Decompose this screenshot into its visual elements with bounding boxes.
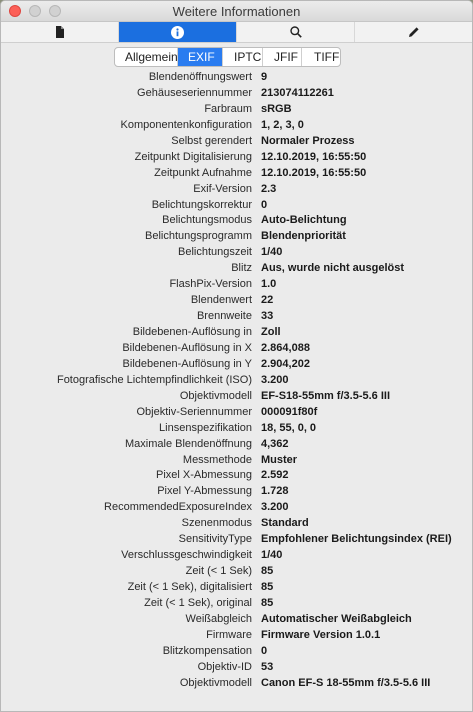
table-row <box>1 627 472 643</box>
exif-key: Blendenöffnungswert <box>148 71 252 83</box>
exif-key: Objektivmodell <box>179 389 252 402</box>
tool-search[interactable] <box>237 22 355 42</box>
exif-value: EF-S18-55mm f/3.5-5.6 III <box>261 389 390 402</box>
table-row <box>1 212 472 228</box>
exif-value: 2.592 <box>261 469 289 482</box>
table-row <box>1 181 472 197</box>
tool-general[interactable] <box>1 22 119 42</box>
exif-value: Muster <box>261 453 298 466</box>
tool-info[interactable] <box>119 22 237 42</box>
exif-value: 4,362 <box>261 437 289 450</box>
exif-key: Maximale Blendenöffnung <box>125 437 252 450</box>
table-row <box>1 308 472 324</box>
exif-key: Firmware <box>206 628 252 641</box>
table-row <box>1 133 472 149</box>
exif-value: 000091f80f <box>261 405 318 418</box>
table-row <box>1 356 472 372</box>
title-bar <box>1 1 472 22</box>
exif-key: Zeit (< 1 Sek), digitalisiert <box>127 581 252 593</box>
exif-value: 1, 2, 3, 0 <box>261 118 304 131</box>
table-row <box>1 563 472 579</box>
table-row <box>1 659 472 675</box>
exif-key: Bildebenen-Auflösung in X <box>122 341 252 354</box>
exif-value: Zoll <box>261 326 281 338</box>
exif-value: 33 <box>261 310 274 323</box>
exif-value: 85 <box>261 596 274 609</box>
exif-key: Szenenmodus <box>181 517 252 530</box>
exif-key: Zeitpunkt Digitalisierung <box>134 150 252 163</box>
exif-key: Pixel Y-Abmessung <box>157 485 252 498</box>
exif-key: Linsenspezifikation <box>159 421 252 434</box>
exif-value: 9 <box>261 71 268 83</box>
exif-key: Verschlussgeschwindigkeit <box>121 549 252 562</box>
exif-value: Aus, wurde nicht ausgelöst <box>261 262 405 275</box>
tab-iptc[interactable]: IPTC <box>223 48 263 66</box>
exif-key: SensitivityType <box>178 533 252 546</box>
exif-key: Belichtungsmodus <box>162 214 252 227</box>
tab-jfif[interactable]: JFIF <box>263 48 302 66</box>
exif-value: 3.200 <box>261 501 289 514</box>
tool-edit[interactable] <box>355 22 472 42</box>
exif-key: Komponentenkonfiguration <box>120 118 252 131</box>
info-icon <box>171 26 184 39</box>
exif-key: Zeit (< 1 Sek), original <box>144 596 252 609</box>
table-row <box>1 499 472 515</box>
exif-key: Selbst gerendert <box>171 134 252 147</box>
table-row <box>1 579 472 595</box>
exif-value: 1.0 <box>261 278 277 291</box>
table-row <box>1 117 472 133</box>
exif-value: Blendenpriorität <box>261 230 346 243</box>
exif-key: Messmethode <box>182 453 252 466</box>
search-icon <box>290 26 302 38</box>
exif-key: Weißabgleich <box>185 612 252 625</box>
exif-value: 1/40 <box>261 549 283 562</box>
table-row <box>1 611 472 627</box>
exif-key: Bildebenen-Auflösung in Y <box>122 357 252 370</box>
table-row <box>1 340 472 356</box>
table-row <box>1 436 472 452</box>
table-row <box>1 228 472 244</box>
table-row <box>1 260 472 276</box>
exif-key: Belichtungskorrektur <box>151 198 252 211</box>
exif-value: Canon EF-S 18-55mm f/3.5-5.6 III <box>261 676 431 689</box>
exif-value: Normaler Prozess <box>261 134 355 147</box>
tab-allgemein[interactable]: Allgemein <box>115 48 178 66</box>
exif-value: 0 <box>261 644 268 657</box>
exif-value: 18, 55, 0, 0 <box>261 421 317 434</box>
table-row <box>1 515 472 531</box>
table-row <box>1 69 472 85</box>
exif-value: Empfohlener Belichtungsindex (REI) <box>261 533 452 546</box>
exif-key: Gehäuseseriennummer <box>137 86 252 99</box>
exif-key: Blendenwert <box>190 294 252 307</box>
exif-value: 2.864,088 <box>261 341 310 354</box>
pencil-icon <box>408 26 420 38</box>
exif-value: 85 <box>261 581 274 593</box>
exif-key: Objektiv-Seriennummer <box>136 405 252 418</box>
exif-value: 1.728 <box>261 485 289 498</box>
exif-value: Standard <box>261 517 309 530</box>
table-row <box>1 452 472 468</box>
exif-key: Bildebenen-Auflösung in <box>132 326 252 338</box>
table-row <box>1 292 472 308</box>
exif-key: Zeitpunkt Aufnahme <box>154 166 252 179</box>
table-row <box>1 531 472 547</box>
exif-key: Farbraum <box>204 102 252 115</box>
exif-key: Brennweite <box>196 310 252 323</box>
exif-key: Exif-Version <box>193 182 252 195</box>
exif-value: Auto-Belichtung <box>261 214 347 227</box>
exif-key: Belichtungsprogramm <box>145 230 252 243</box>
table-row <box>1 675 472 691</box>
table-row <box>1 149 472 165</box>
window-title: Weitere Informationen <box>172 4 301 19</box>
table-row <box>1 595 472 611</box>
table-row <box>1 244 472 260</box>
exif-value: 3.200 <box>261 373 289 386</box>
table-row <box>1 388 472 404</box>
exif-key: Pixel X-Abmessung <box>156 469 252 482</box>
table-row <box>1 101 472 117</box>
exif-key: Blitz <box>231 262 252 275</box>
exif-value: 0 <box>261 198 268 211</box>
table-row <box>1 643 472 659</box>
exif-value: 213074112261 <box>261 86 334 99</box>
table-row <box>1 404 472 420</box>
exif-key: Objektiv-ID <box>197 660 252 673</box>
exif-value: 53 <box>261 660 274 673</box>
exif-value: 85 <box>261 565 274 578</box>
exif-key: Objektivmodell <box>179 676 252 689</box>
table-row <box>1 483 472 499</box>
exif-key: Blitzkompensation <box>162 644 252 657</box>
tab-exif[interactable]: EXIF <box>178 48 223 66</box>
exif-value: sRGB <box>261 102 292 115</box>
tab-tiff[interactable]: TIFF <box>314 50 340 64</box>
metadata-tabs <box>114 47 341 67</box>
exif-value: 2.904,202 <box>261 357 310 370</box>
document-icon <box>55 26 65 38</box>
exif-value: 2.3 <box>261 182 277 195</box>
exif-value: Firmware Version 1.0.1 <box>261 628 381 641</box>
table-row <box>1 420 472 436</box>
table-row <box>1 85 472 101</box>
table-row <box>1 276 472 292</box>
exif-value: 12.10.2019, 16:55:50 <box>261 166 367 179</box>
exif-key: Belichtungszeit <box>178 246 252 259</box>
exif-key: RecommendedExposureIndex <box>104 501 252 514</box>
exif-value: 1/40 <box>261 246 283 259</box>
table-row <box>1 197 472 213</box>
table-row <box>1 165 472 181</box>
exif-key: Fotografische Lichtempfindlichkeit (ISO) <box>56 373 252 386</box>
exif-value: 12.10.2019, 16:55:50 <box>261 150 367 163</box>
table-row <box>1 467 472 483</box>
table-row <box>1 324 472 340</box>
table-row <box>1 372 472 388</box>
exif-key: FlashPix-Version <box>169 278 252 291</box>
exif-table <box>1 69 472 691</box>
exif-value: 22 <box>261 294 274 307</box>
table-row <box>1 547 472 563</box>
inspector-toolbar <box>1 22 472 43</box>
exif-value: Automatischer Weißabgleich <box>261 612 412 625</box>
exif-key: Zeit (< 1 Sek) <box>185 565 252 578</box>
